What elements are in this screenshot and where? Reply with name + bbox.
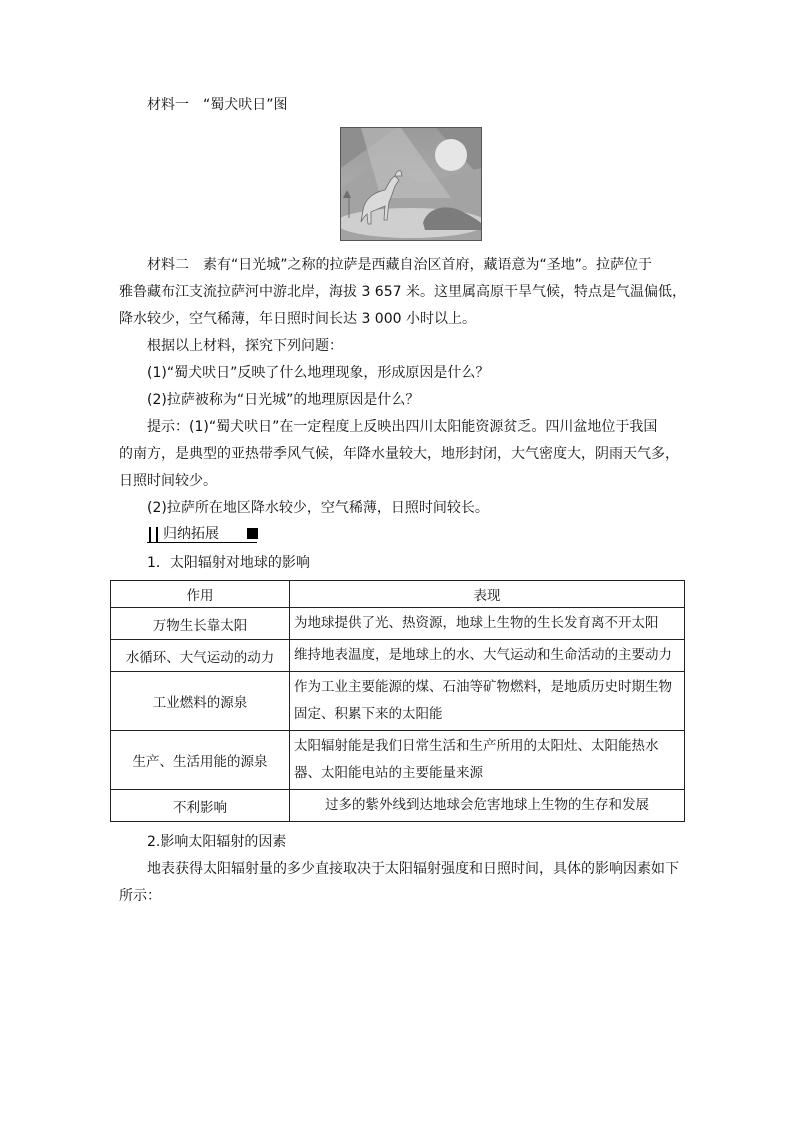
hint-line-1: 提示：(1)“蜀犬吠日”在一定程度上反映出四川太阳能资源贫乏。四川盆地位于我国 xyxy=(147,419,658,435)
figure-illustration xyxy=(341,128,481,240)
table-cell-role: 生产、生活用能的源泉 xyxy=(111,731,290,790)
table-cell-manifestation: 为地球提供了光、热资源，地球上生物的生长发育离不开太阳 xyxy=(290,608,685,640)
section-bar-icon xyxy=(149,527,151,542)
closing-line-1: 地表获得太阳辐射量的多少直接取决于太阳辐射强度和日照时间，具体的影响因素如下 xyxy=(147,861,679,877)
closing-line-2: 所示： xyxy=(119,888,161,904)
hint-line-3: 日照时间较少。 xyxy=(119,473,217,489)
hint-line-2: 的南方，是典型的亚热带季风气候，年降水量较大，地形封闭，大气密度大，阴雨天气多， xyxy=(119,446,679,462)
section-label: 归纳拓展 xyxy=(163,526,219,542)
table-row xyxy=(111,731,685,790)
table-cell-manifestation: 作为工业主要能源的煤、石油等矿物燃料，是地质历史时期生物固定、积累下来的太阳能 xyxy=(290,672,685,731)
task-intro: 根据以上材料，探究下列问题： xyxy=(147,338,343,354)
material2-line-1: 材料二 素有“日光城”之称的拉萨是西藏自治区首府，藏语意为“圣地”。拉萨位于 xyxy=(147,257,653,273)
table-cell-manifestation: 太阳辐射能是我们日常生活和生产所用的太阳灶、太阳能热水器、太阳能电站的主要能量来源 xyxy=(290,731,685,790)
impact-table xyxy=(110,580,685,822)
section-bar-icon xyxy=(156,527,158,542)
table-cell-manifestation: 过多的紫外线到达地球会危害地球上生物的生存和发展 xyxy=(290,790,685,822)
table-row xyxy=(111,672,685,731)
table-header-role: 作用 xyxy=(111,581,290,608)
table-cell-role: 不利影响 xyxy=(111,790,290,822)
table-cell-role: 工业燃料的源泉 xyxy=(111,672,290,731)
material2-line-2: 雅鲁藏布江支流拉萨河中游北岸，海拔 3 657 米。这里属高原干旱气候，特点是气温偏低， xyxy=(119,284,686,300)
hint-paragraph-2: (2)拉萨所在地区降水较少，空气稀薄，日照时间较长。 xyxy=(147,500,489,516)
shu-dog-barking-at-sun-figure xyxy=(340,127,482,241)
square-bullet-icon xyxy=(247,528,258,539)
table-cell-manifestation: 维持地表温度，是地球上的水、大气运动和生命活动的主要动力 xyxy=(290,640,685,672)
sun-icon xyxy=(435,139,467,171)
table-header-manifestation: 表现 xyxy=(290,581,685,608)
table-row xyxy=(111,640,685,672)
question-1: (1)“蜀犬吠日”反映了什么地理现象，形成原因是什么？ xyxy=(147,365,490,381)
table-header-row xyxy=(111,581,685,608)
heading-solar-radiation-impact: 1．太阳辐射对地球的影响 xyxy=(147,555,310,571)
material2-line-3: 降水较少，空气稀薄，年日照时间长达 3 000 小时以上。 xyxy=(119,311,476,327)
table-cell-role: 万物生长靠太阳 xyxy=(111,608,290,640)
table-row xyxy=(111,608,685,640)
section-underline xyxy=(147,542,257,543)
table-row xyxy=(111,790,685,822)
material1-title: 材料一 “蜀犬吠日”图 xyxy=(147,97,288,113)
table-cell-role: 水循环、大气运动的动力 xyxy=(111,640,290,672)
question-2: (2)拉萨被称为“日光城”的地理原因是什么？ xyxy=(147,392,420,408)
heading-factors: 2.影响太阳辐射的因素 xyxy=(147,834,287,850)
